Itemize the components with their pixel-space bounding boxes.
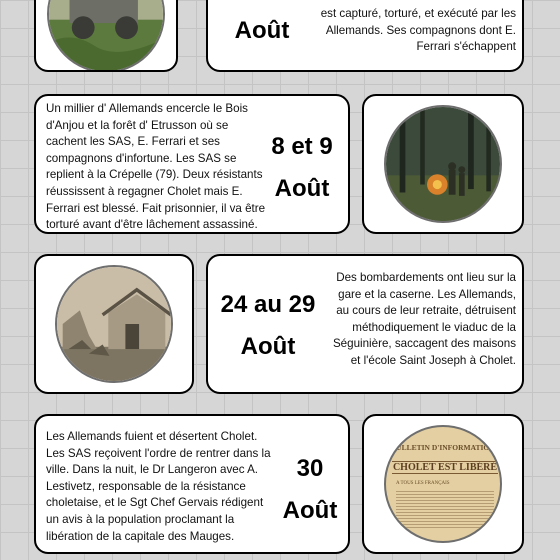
event4-description: Les Allemands fuient et désertent Cholet. Les SAS reçoivent l'ordre de rentrer dans la ville. Dans la nuit, le Dr Langeron avec A. Lestivetz, responsable de la résistance choletaise, et le Sgt Chef Gervais rédigent un avis à la population proclamant la libération de la capitale des Mauges. <box>46 430 271 543</box>
event1-photo-card <box>34 0 178 72</box>
event2-date-top: 8 et 9 <box>271 133 333 160</box>
newspaper-headline: CHOLET EST LIBÉRÉ <box>392 462 498 473</box>
event1-date-bottom: Août <box>234 17 290 44</box>
event3-date-top: 24 au 29 <box>220 291 316 318</box>
event1-description: est capturé, torturé, et exécuté par les Allemands. Ses compagnons dont E. Ferrari s'échappent <box>320 7 516 54</box>
event4-text-card <box>34 414 350 554</box>
newspaper-photo-icon <box>384 425 502 543</box>
forest-battle-photo-icon <box>384 105 502 223</box>
event4-date-top: 30 <box>296 455 324 482</box>
event4-date-bottom: Août <box>282 497 338 524</box>
event3-text-card <box>206 254 524 394</box>
event2-date-bottom: Août <box>274 175 330 202</box>
newspaper-text-lines <box>396 489 494 529</box>
event3-description: Des bombardements ont lieu sur la gare et la caserne. Les Allemands, au cours de leur retraite, détruisent méthodiquement le viaduc de la Séguinière, saccagent des maisons et l'école Saint Joseph à Cholet. <box>332 271 516 367</box>
event1-text-card <box>206 0 524 72</box>
event3-photo-card <box>34 254 194 394</box>
event2-description: Un millier d' Allemands encercle le Bois d'Anjou et la forêt d' Etrusson où se cachent les SAS, E. Ferrari et ses compagnons d'infortune. Les SAS se replient à la Crépelle (79). Deux résistants réussissent à regagner Cholet mais E. Ferrari est blessé. Fait prisonnier, il va être torturé avant d'être lâchement assassiné. <box>46 102 266 232</box>
vehicle-photo-icon <box>47 0 165 72</box>
event2-photo-card <box>362 94 524 234</box>
event4-photo-card <box>362 414 524 554</box>
newspaper-masthead: BULLETIN D'INFORMATIONS <box>391 443 499 452</box>
ruined-house-photo-icon <box>55 265 173 383</box>
event2-text-card <box>34 94 350 234</box>
event3-date-bottom: Août <box>240 333 296 360</box>
newspaper-subhead: A TOUS LES FRANÇAIS <box>396 481 450 486</box>
